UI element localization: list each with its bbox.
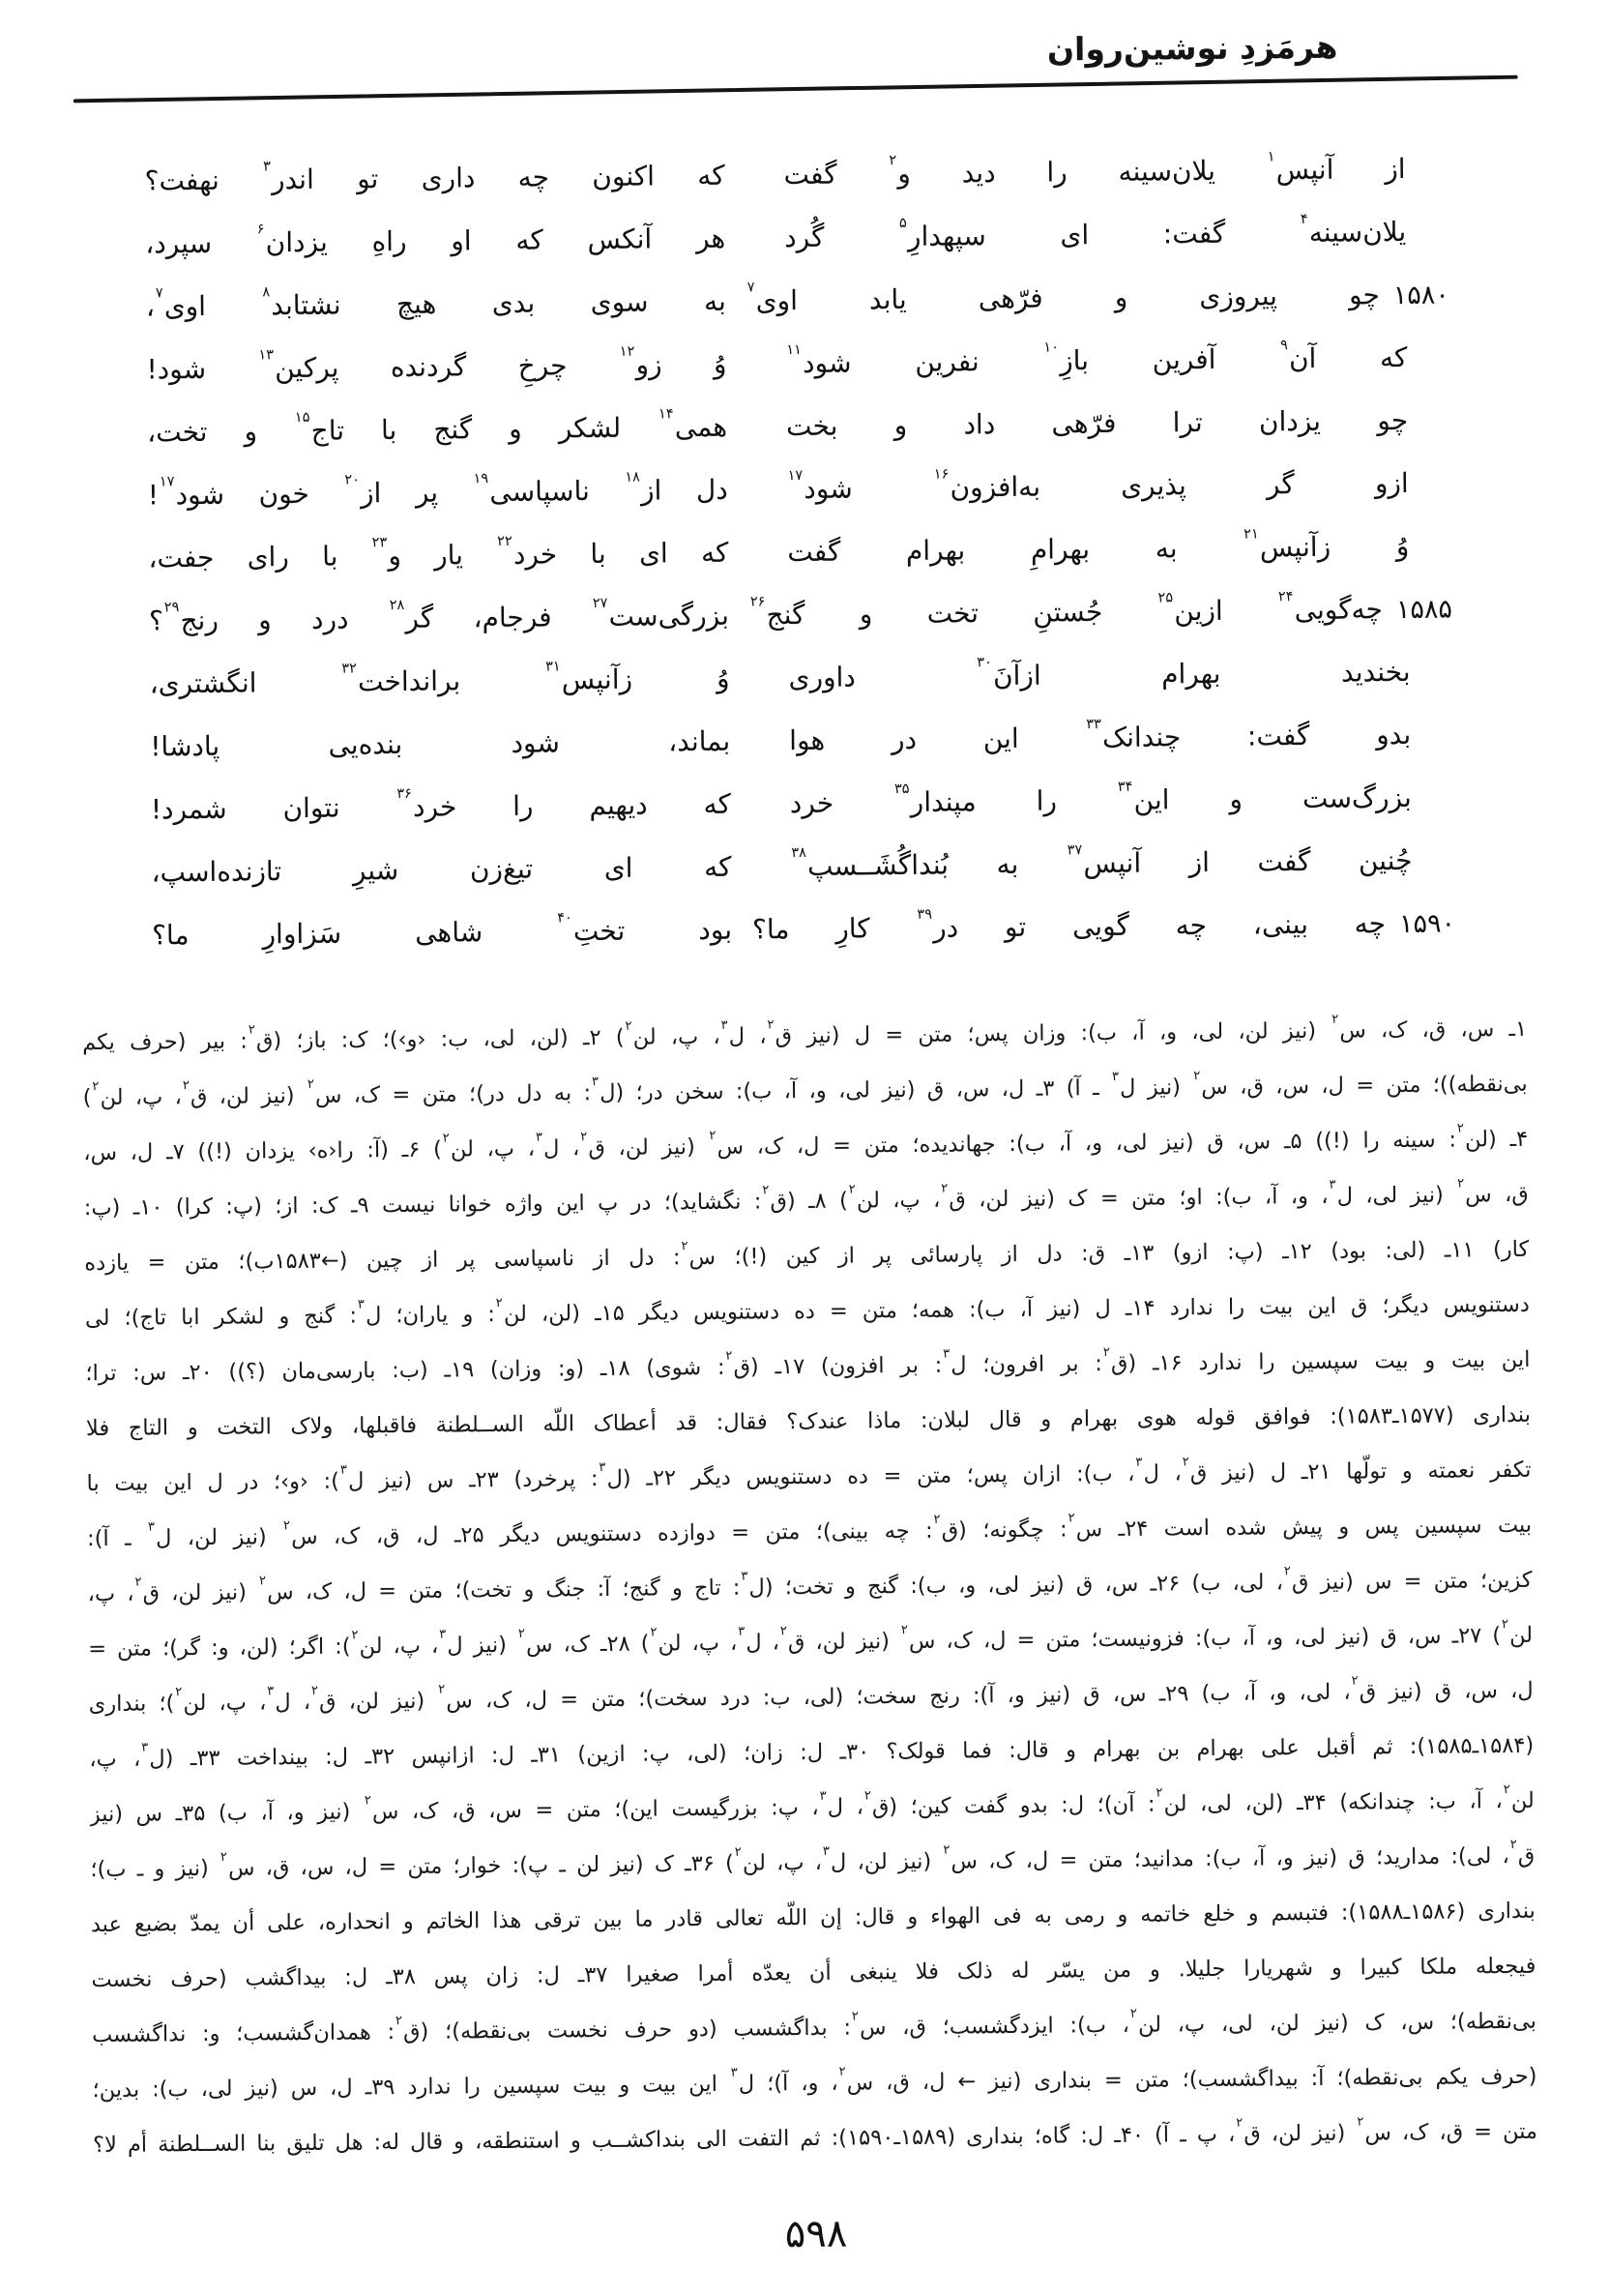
hemistich-first: ۱۵۹۰چه بینی، چه گویی تو در$^{۳۹}$ کارِ ما؟ xyxy=(752,892,1456,961)
footnote-ref: ۱۷ xyxy=(159,472,175,490)
footnote-ref: ۲ xyxy=(219,1849,227,1865)
hemistich-first: بخندید بهرام ازآنَ$^{۳۰}$ داوری xyxy=(788,653,1411,694)
verse-number: ۱۵۹۰ xyxy=(1398,908,1456,940)
footnote-ref: ۲۳ xyxy=(371,533,388,550)
hemistich-first: بزرگ‌ست و این$^{۳۴}$ را مپندار$^{۳۵}$ خرد xyxy=(789,778,1412,820)
footnote-ref: ۲ xyxy=(495,1295,503,1311)
footnote-ref: ۲ xyxy=(734,1844,742,1860)
footnote-ref: ۲ xyxy=(351,1628,359,1643)
footnote-ref: ۲ xyxy=(1457,1176,1465,1192)
footnote-ref: ۲ xyxy=(395,2014,403,2029)
footnote-ref: ۳۱ xyxy=(544,658,561,675)
footnote-ref: ۲ xyxy=(767,1017,775,1033)
footnote-line: (حرف یکم بی‌نقطه)؛ آ: بیداگشسب)؛ متن = بنداری (نیز ← ل، ق، س$^۲$، و، آ)؛ ل$^۳$ این بیت و بیت سپسین را ندارد ۳۹ـ ل، س (نیز لی، ب): بدین؛ xyxy=(92,2063,1537,2104)
footnote-ref: ۳ xyxy=(141,1740,149,1755)
poem-bayt xyxy=(142,892,1456,967)
footnote-ref: ۳۳ xyxy=(1086,715,1102,732)
footnote-ref: ۲۰ xyxy=(344,471,360,488)
footnote-ref: ۳۵ xyxy=(893,780,910,797)
footnote-line: متن = ق، ک، س$^۲$ (نیز لن، ق$^۲$، پ ـ آ) ۴۰ـ ل: گاه؛ بنداری (۱۵۸۹ـ۱۵۹۰): ثم التفت الی بنداکشــب و استنطقه، و قال له: هل تلیق بنا الســلطنة أم لا؟ xyxy=(92,2114,1538,2159)
footnote-ref: ۲ xyxy=(310,1683,319,1698)
footnote-ref: ۲ xyxy=(258,1574,267,1589)
footnote-ref: ۲ xyxy=(1283,1564,1291,1579)
footnote-ref: ۲ xyxy=(1193,1069,1201,1084)
footnote-ref: ۲۹ xyxy=(163,598,180,615)
footnote-line: بیت سپسین پس و پیش شده است ۲۴ـ س$^۲$: چگونه؛ (ق$^۲$: چه بینی)؛ متن = دوازده دستنویس دیگر ۲۵ـ ل، ق، ک، س$^۲$ (نیز لن، ل$^۳$ ـ آ): xyxy=(86,1511,1533,1552)
footnote-line: بی‌نقطه)؛ س، ک (نیز لن، لی، پ، لن$^۲$، ب): ایزدگشسب؛ ق، س$^۲$: بداگشسب (دو حرف نخست بی‌نقطه)؛ (ق$^۲$: همدان‌گشسب؛ و: نداگشسب xyxy=(91,2006,1537,2048)
footnote-line: (۱۵۸۴ـ۱۵۸۵): ثم أقبل علی بهرام بن بهرام و قال: فما قولک؟ ۳۰ـ ل: زان؛ (لی، پ: ازین) ۳۱ـ ل: ازانپس ۳۲ـ ل: بینداخت ۳۳ـ (ل$^۳$، پ، xyxy=(89,1732,1535,1773)
hemistich-second: وُ زو$^{۱۲}$ چرخِ گردنده پرکین$^{۱۳}$ شود! xyxy=(146,342,727,386)
verse-number: ۱۵۸۰ xyxy=(1392,280,1449,311)
footnote-ref: ۲ xyxy=(1351,1673,1359,1689)
poem xyxy=(73,136,1526,967)
footnote-ref: ۳ xyxy=(147,1519,156,1535)
footnote-line: ۱ـ س، ق، ک، س$^۲$ (نیز لن، لی، و، آ، ب): وزان پس؛ متن = ل (نیز ق$^۲$، ل$^۳$، پ، لن$^۲$) ۲ـ (لن، لی، ب: ‹و›)؛ ک: باز؛ (ق$^۲$: بیر (حرف یکم xyxy=(82,1012,1528,1056)
hemistich-first: بدو گفت: چندانک$^{۳۳}$ این در هوا xyxy=(789,715,1412,757)
footnote-ref: ۲ xyxy=(1068,1511,1075,1526)
hemistich-first: چو یزدان ترا فرّهی داد و بخت xyxy=(785,403,1409,443)
hemistich-second: که ای تیغ‌زن شیرِ تازنده‌اسپ، xyxy=(151,850,732,889)
footnote-ref: ۲۲ xyxy=(497,532,512,549)
footnote-line: کزین؛ متن = س (نیز ق$^۲$، لی، ب) ۲۶ـ س، ق (نیز لی، و، ب): گنج و تخت؛ (ل$^۳$: تاج و گنج؛ آ: جنگ و تخت)؛ متن = ل، ک، س$^۲$ (نیز لن، ق$^۲$، پ، xyxy=(87,1564,1533,1607)
footnote-line: بی‌نقطه))؛ متن = ل، س، ق، س$^۲$ (نیز ل$^۳$ ـ آ) ۳ـ ل، س، ق (نیز لی، و، آ، ب): سخن در؛ (ل$^۳$: به دل در)؛ متن = ک، س$^۲$ (نیز لن، ق$^۲$، پ، لن$^۲$) xyxy=(82,1069,1528,1111)
hemistich-second: بماند، شود بنده‌یی پادشا! xyxy=(150,724,731,763)
footnote-ref: ۳ xyxy=(439,1627,447,1642)
hemistich-first: ازو گر پذیری به‌افزون$^{۱۶}$ شود$^{۱۷}$ xyxy=(787,465,1409,505)
footnote-ref: ۲ xyxy=(851,2009,859,2024)
footnote-line: ق$^۲$، لی): مدارید؛ ق (نیز و، آ، ب): مدانید؛ متن = ل، ک، س$^۲$ (نیز لن، ل$^۳$، پ، لن$^۲$) ۳۶ـ ک (نیز لن ـ پ): خوار؛ متن = ل، س، ق، س$^۲$ (نیز و ـ ب)؛ xyxy=(90,1837,1536,1883)
footnote-ref: ۱۰ xyxy=(1043,339,1060,356)
footnote-ref: ۲ xyxy=(1357,2114,1364,2130)
footnote-ref: ۴ xyxy=(1300,210,1308,227)
footnote-ref: ۱۴ xyxy=(658,404,674,423)
footnote-line: کار) ۱۱ـ (لی: بود) ۱۲ـ (پ: ازو) ۱۳ـ ق: دل از پارسائی پر از کین (!)؛ س$^۲$: دل از ناسپاسی پر از چین (←۱۵۸۳ب)؛ متن = یازده xyxy=(84,1236,1530,1277)
footnote-ref: ۳ xyxy=(1111,1069,1120,1084)
footnote-line: ل، س، ق (نیز ق$^۲$، لی، و، آ، ب) ۲۹ـ س، ق (نیز و، آ): رنج سخت؛ (لی، ب: درد سخت)؛ متن = ل، ک، س$^۲$ (نیز لن، ق$^۲$، ل$^۳$، پ، لن$^۲$)؛ بنداری xyxy=(88,1673,1534,1718)
footnote-ref: ۳ xyxy=(591,1074,600,1090)
page-content xyxy=(73,22,1538,2268)
footnote-ref: ۳ xyxy=(1329,1177,1336,1192)
footnote-line: تکفر نعمته و تولّها ۲۱ـ ل (نیز ق$^۲$، ل$^۳$، ب): ازان پس؛ متن = ده دستنویس دیگر ۲۲ـ (ل$^۳$: پرخرد) ۲۳ـ س (نیز ل$^۳$): ‹و›؛ در ل این بیت با xyxy=(86,1455,1532,1497)
footnote-ref: ۳۲ xyxy=(341,660,358,677)
footnote-ref: ۱ xyxy=(1267,147,1275,165)
footnote-line: بنداری (۱۵۸۶ـ۱۵۸۸): فتبسم و خلع خاتمه و رمی به فی الهواء و قال: إن اللّه تعالی قادر ما بین ترقی هذا الخاتم و انحداره، علی أن یمدّ بضبع عبد xyxy=(90,1898,1536,1938)
footnote-ref: ۲۱ xyxy=(1243,525,1259,543)
footnote-ref: ۲ xyxy=(1102,1344,1110,1361)
footnote-ref: ۳ xyxy=(339,1462,347,1478)
footnote-ref: ۱۶ xyxy=(933,465,950,483)
hemistich-first: از آنپس$^۱$ یلان‌سینه را دید و$^۲$ گفت xyxy=(783,147,1406,191)
footnote-ref: ۲ xyxy=(307,1076,314,1092)
footnote-ref: ۲ xyxy=(92,1078,100,1095)
footnote-ref: ۳۷ xyxy=(1067,840,1083,859)
footnotes-block xyxy=(82,1002,1537,2173)
footnote-ref: ۴۰ xyxy=(557,908,572,927)
hemistich-second: که ای با خرد$^{۲۲}$ یار و$^{۲۳}$ با رای جفت، xyxy=(148,532,729,574)
footnote-ref: ۳ xyxy=(738,1624,746,1639)
hemistich-first: ۱۵۸۰چو پیروزی و فرّهی یابد اوی$^۷$ xyxy=(746,263,1450,333)
footnote-ref: ۳۴ xyxy=(1117,778,1133,795)
footnote-ref: ۷ xyxy=(746,279,755,296)
footnote-ref: ۲ xyxy=(650,1625,658,1640)
footnote-ref: ۲ xyxy=(779,1624,787,1639)
footnote-ref: ۲ xyxy=(1236,2115,1243,2131)
footnote-ref: ۲ xyxy=(725,1348,733,1364)
footnote-ref: ۲ xyxy=(517,1626,525,1641)
footnote-ref: ۲ xyxy=(248,1022,255,1038)
footnote-ref: ۲ xyxy=(175,1685,183,1700)
footnote-ref: ۳ xyxy=(357,1297,365,1312)
footnote-ref: ۳ xyxy=(599,1459,606,1476)
footnote-ref: ۲ xyxy=(941,1181,949,1196)
footnote-ref: ۲ xyxy=(838,2064,846,2079)
footnote-ref: ۲ xyxy=(681,1239,688,1254)
footnote-line: بنداری (۱۵۷۷ـ۱۵۸۳): فوافق قوله هوی بهرام و قال لبلان: ماذا عندک؟ فقال: قد أعطاک اللّه الســلطنة فاقبلها، ولاک التخت و التاج فلا xyxy=(85,1401,1532,1442)
footnote-line: ق، س$^۲$ (نیز لی، ل$^۳$، و، آ، ب): او؛ متن = ک (نیز لن، ق$^۲$، پ، لن$^۲$) ۸ـ (ق$^۲$: نگشاید)؛ در پ این واژه خوانا نیست ۹ـ ک: از؛ (پ: کرا) ۱۰ـ (پ: xyxy=(83,1176,1529,1222)
footnote-ref: ۱۹ xyxy=(473,469,489,486)
footnote-ref: ۲ xyxy=(1331,1012,1339,1027)
hemistich-first: که آن$^۹$ آفرین بازِ$^{۱۰}$ نفرین شود$^{۱۱}$ xyxy=(786,336,1408,379)
hemistich-first: ۱۵۸۵چه‌گویی$^{۲۴}$ ازین$^{۲۵}$ جُستنِ تخت و گنج$^{۲۶}$ xyxy=(749,577,1453,647)
hemistich-second: بود تختِ$^{۴۰}$ شاهی سَزاوارِ ما؟ xyxy=(151,908,733,952)
footnote-ref: ۲ xyxy=(848,1182,856,1197)
footnote-ref: ۲ xyxy=(900,1622,908,1638)
footnote-ref: ۳ xyxy=(822,1843,830,1859)
footnote-line: لن$^۲$، آ، ب: چندانکه) ۳۴ـ (لن، لی، لن$^۲$: آن)؛ ل: بدو گفت کین؛ (ق$^۲$، ل$^۳$، پ: بزرگیست این)؛ متن = س، ق، ک، س$^۲$ (نیز و، آ، ب) ۳۵ـ س (نیز xyxy=(89,1782,1535,1828)
footnote-ref: ۲ xyxy=(1503,1782,1510,1798)
footnote-ref: ۳ xyxy=(720,1017,728,1033)
footnote-ref: ۳ xyxy=(730,2065,738,2080)
footnote-ref: ۱۵ xyxy=(294,408,310,426)
footnote-ref: ۱۷ xyxy=(787,466,804,484)
hemistich-second: دل از$^{۱۸}$ ناسپاسی$^{۱۹}$ پر از$^{۲۰}$ خون شود$^{۱۷}$! xyxy=(147,468,728,512)
footnote-ref: ۳۶ xyxy=(396,784,413,802)
footnote-ref: ۲ xyxy=(1156,1785,1163,1801)
footnote-line: لن$^۲$) ۲۷ـ س، ق (نیز لی، و، آ، ب): فزونیست؛ متن = ل، ک، س$^۲$ (نیز لن، ق$^۲$، ل$^۳$، پ، لن$^۲$) ۲۸ـ ک، س$^۲$ (نیز ل$^۳$، پ، لن$^۲$): اگر؛ (لن، و: گر)؛ متن = xyxy=(88,1617,1534,1663)
footnote-ref: ۲ xyxy=(863,1788,871,1804)
footnote-ref: ۳ xyxy=(535,1130,542,1145)
footnote-ref: ۲ xyxy=(134,1575,142,1590)
hemistich-second: که اکنون چه داری تو اندر$^۳$ نهفت؟ xyxy=(144,157,725,197)
hemistich-second: به سوی بدی هیچ نشتابد$^۸$ اوی$^۷$، xyxy=(145,282,726,323)
footnote-ref: ۲ xyxy=(1182,1455,1189,1470)
footnote-ref: ۲ xyxy=(889,151,897,168)
footnote-ref: ۳ xyxy=(741,1569,748,1584)
verse-number: ۱۵۸۵ xyxy=(1395,594,1453,626)
footnote-line: این بیت و بیت سپسین را ندارد ۱۶ـ (ق$^۲$: بر افرون؛ ل$^۳$: بر افزون) ۱۷ـ (ق$^۲$: شوی) ۱۸ـ (و: وزان) ۱۹ـ (ب: بارسی‌مان (؟)) ۲۰ـ س: ترا؛ xyxy=(85,1344,1531,1387)
footnote-ref: ۱۱ xyxy=(786,340,803,358)
footnote-ref: ۸ xyxy=(262,282,271,300)
footnote-ref: ۲ xyxy=(943,1842,951,1858)
footnote-ref: ۲ xyxy=(1509,1837,1517,1853)
footnote-ref: ۲۷ xyxy=(592,594,608,611)
footnote-ref: ۲۵ xyxy=(1157,588,1174,606)
footnote-ref: ۳۰ xyxy=(977,653,992,670)
running-title: هرمَزدِ نوشین‌روان xyxy=(1046,27,1338,69)
footnote-ref: ۳ xyxy=(267,1684,275,1699)
hemistich-first: چُنین گفت از آنپس$^{۳۷}$ به بُنداگُشَــسپ$^{۳۸}$ xyxy=(791,840,1413,882)
footnote-ref: ۳ xyxy=(943,1346,951,1362)
hemistich-second: همی$^{۱۴}$ لشکر و گنج با تاج$^{۱۵}$ و تخت، xyxy=(146,404,728,449)
footnote-ref: ۹ xyxy=(1279,336,1288,353)
footnote-ref: ۳ xyxy=(819,1788,827,1804)
footnote-ref: ۳۹ xyxy=(917,905,933,923)
footnote-ref: ۲ xyxy=(282,1518,291,1534)
hemistich-second: وُ زآنپس$^{۳۱}$ برانداخت$^{۳۲}$ انگشتری، xyxy=(149,658,730,700)
hemistich-second: بزرگی‌ست$^{۲۷}$ فرجام، گر$^{۲۸}$ درد و رنج$^{۲۹}$؟ xyxy=(148,594,730,637)
hemistich-first: وُ زآنپس$^{۲۱}$ به بهرامِ بهرام گفت xyxy=(787,525,1410,569)
footnote-ref: ۲۴ xyxy=(1277,587,1294,604)
hemistich-second: که دیهیم را خرد$^{۳۶}$ نتوان شمرد! xyxy=(150,784,731,826)
footnote-ref: ۲ xyxy=(1129,2006,1137,2021)
page-footer xyxy=(94,2200,1538,2268)
footnote-ref: ۲ xyxy=(625,1018,632,1034)
footnote-ref: ۲ xyxy=(438,1682,446,1697)
footnote-ref: ۳۸ xyxy=(791,843,807,861)
footnote-ref: ۲ xyxy=(709,1128,717,1143)
page-number: ۵۹۸ xyxy=(784,2211,848,2257)
footnote-ref: ۲ xyxy=(1501,1617,1509,1633)
footnote-ref: ۲۸ xyxy=(389,596,405,613)
footnote-ref: ۱۲ xyxy=(619,342,635,360)
footnote-ref: ۲ xyxy=(364,1793,371,1809)
footnote-ref: ۳ xyxy=(1135,1455,1143,1470)
footnote-ref: ۲۶ xyxy=(749,593,766,610)
footnote-ref: ۱۸ xyxy=(625,468,640,486)
footnote-ref: ۲ xyxy=(182,1078,190,1094)
footnote-ref: ۲ xyxy=(580,1130,588,1145)
footnote-ref: ۵ xyxy=(898,214,907,231)
footnote-ref: ۲ xyxy=(933,1512,941,1527)
footnote-ref: ۲ xyxy=(442,1131,450,1146)
footnote-ref: ۱۳ xyxy=(258,345,275,364)
page-header xyxy=(73,22,1518,98)
footnote-line: ۴ـ (لن$^۲$: سینه را (!)) ۵ـ س، ق (نیز لی، و، آ، ب): جهاندیده؛ متن = ل، ک، س$^۲$ (نیز لن، ق$^۲$، ل$^۳$، پ، لن$^۲$) ۶ـ (آ: را‹ه› یزدان (!)) ۷ـ ل، س، xyxy=(83,1121,1529,1166)
footnote-ref: ۷ xyxy=(155,283,163,302)
footnote-ref: ۲ xyxy=(762,1183,770,1198)
footnote-ref: ۶ xyxy=(256,220,265,238)
footnote-ref: ۲ xyxy=(1456,1121,1464,1136)
footnote-line: فیجعله ملکا کبیرا و شهریارا جلیلا. و من یسّر له ذلک فلا ینبغی أن یعدّه أمرا صغیرا ۳۷ـ ل: زان پس ۳۸ـ ل: بیداگشب (حرف نخست xyxy=(91,1953,1536,1993)
hemistich-second: هر آنکس که او راهِ یزدان$^۶$ سپرد، xyxy=(145,220,726,260)
footnote-ref: ۳ xyxy=(262,157,271,174)
footnote-line: دستنویس دیگر؛ ق این بیت را ندارد ۱۴ـ ل (نیز آ، ب): همه؛ متن = ده دستنویس دیگر ۱۵ـ (لن، لن$^۲$: و یاران؛ ل$^۳$: گنج و لشکر ابا تاج)؛ لی xyxy=(84,1291,1530,1332)
hemistich-first: یلان‌سینه$^۴$ گفت: ای سپهدارِ$^۵$ گُرد xyxy=(784,210,1407,254)
